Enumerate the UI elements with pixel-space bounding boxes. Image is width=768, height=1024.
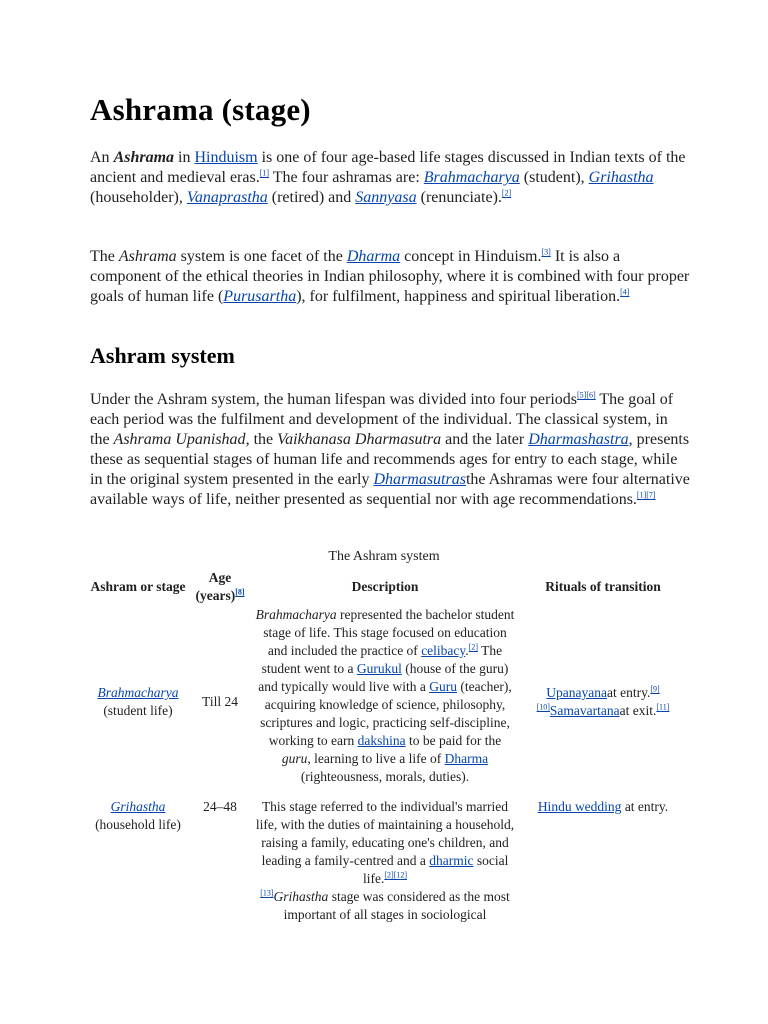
citation-link[interactable]: [4]: [620, 287, 630, 297]
link-dharma[interactable]: Dharma: [346, 248, 401, 265]
cell-age: 24–48: [203, 799, 237, 814]
text-run: at entry.: [607, 685, 651, 700]
link-dakshina[interactable]: dakshina: [357, 733, 406, 748]
text-run: The student went to a: [261, 643, 503, 676]
term-ashrama: Ashrama: [118, 248, 177, 265]
header-rituals: Rituals of transition: [545, 579, 661, 594]
text-run: This stage referred to the individual's married life, with the duties of maintaining a household, raising a family, educating one's children, and leading a family-centred and a: [255, 799, 515, 868]
text-run: (righteousness, morals, duties).: [300, 769, 470, 784]
text-run: is one of four age-based life stages discussed in Indian texts of the ancient and medieval eras.: [90, 149, 686, 186]
link-vanaprastha[interactable]: Vanaprastha: [186, 189, 268, 206]
link-grihastha[interactable]: Grihastha: [110, 799, 166, 814]
text-run: to be paid for the: [405, 733, 502, 748]
link-brahmacharya[interactable]: Brahmacharya: [97, 685, 179, 700]
page-title: Ashrama (stage): [90, 92, 311, 127]
link-purusartha[interactable]: Purusartha: [223, 288, 297, 305]
text-run: , the: [245, 431, 278, 448]
header-age-label: Age (years): [195, 570, 236, 603]
text-run: the Ashramas were four alternative available ways of life, neither presented as sequential nor with age recommendations.: [90, 471, 690, 508]
text-run: social life.: [362, 853, 509, 886]
link-samavartana[interactable]: Samavartana: [549, 703, 620, 718]
cell-description: [250, 606, 520, 798]
text-run: concept in Hinduism.: [400, 248, 542, 265]
stage-note: (student life): [103, 703, 173, 718]
link-sannyasa[interactable]: Sannyasa: [355, 189, 417, 206]
link-celibacy[interactable]: celibacy: [421, 643, 466, 658]
stage-note: (household life): [95, 817, 181, 832]
link-gurukul[interactable]: Gurukul: [356, 661, 402, 676]
link-dharma[interactable]: Dharma: [444, 751, 489, 766]
text-run: in: [174, 149, 195, 166]
section-paragraph: [90, 390, 690, 510]
citation-link[interactable]: [1][7]: [636, 490, 656, 500]
link-upanayana[interactable]: Upanayana: [546, 685, 608, 700]
table-header-row: [86, 568, 686, 606]
link-hindu-wedding[interactable]: Hindu wedding: [537, 799, 622, 814]
text-run: and the later: [441, 431, 529, 448]
text-run: represented the bachelor student stage of life. This stage focused on education and included the practice of: [263, 607, 515, 658]
cell-stage: [86, 606, 190, 798]
text-run: .: [465, 643, 469, 658]
section-heading: Ashram system: [90, 343, 235, 368]
citation-link[interactable]: [5][6]: [577, 390, 596, 400]
text-run: The goal of each period was the fulfilment and development of the individual. The classical system, in the: [90, 391, 674, 448]
term-guru: guru: [281, 751, 308, 766]
header-description: Description: [351, 579, 419, 594]
citation-link[interactable]: [11]: [656, 702, 670, 712]
citation-link[interactable]: [13]: [260, 888, 274, 898]
citation-link[interactable]: [2]: [501, 188, 512, 198]
text-run: , learning to live a life of: [307, 751, 445, 766]
citation-link[interactable]: [1]: [259, 168, 270, 178]
text-run: The four ashramas are:: [269, 169, 424, 186]
link-hinduism[interactable]: Hinduism: [194, 149, 258, 166]
citation-link[interactable]: [2][12]: [384, 870, 408, 880]
citation-link[interactable]: [8]: [235, 587, 245, 597]
link-dharmashastra[interactable]: Dharmashastra: [528, 431, 629, 448]
text-run: (householder),: [90, 189, 187, 206]
citation-link[interactable]: [10]: [536, 702, 550, 712]
term-brahmacharya: Brahmacharya: [255, 607, 337, 622]
text-run: An: [90, 149, 114, 166]
cell-age: Till 24: [202, 694, 238, 709]
text-run: It is also a component of the ethical theories in Indian philosophy, where it is combined with four proper goals of human life (: [90, 248, 690, 305]
table-caption: The Ashram system: [328, 549, 440, 564]
text-run: (renunciate).: [416, 189, 502, 206]
term-grihastha: Grihastha: [273, 889, 329, 904]
text-run: Under the Ashram system, the human lifespan was divided into four periods: [90, 391, 578, 408]
table-row: [86, 606, 686, 798]
link-guru[interactable]: Guru: [429, 679, 457, 694]
term-ashrama: Ashrama: [113, 149, 175, 166]
header-age: [190, 568, 250, 606]
cell-rituals: [520, 798, 686, 938]
text-run: (student),: [519, 169, 589, 186]
text-run: The: [90, 248, 119, 265]
ashram-table: [86, 568, 686, 938]
term-vaikhanasa-dharmasutra: Vaikhanasa Dharmasutra: [277, 431, 442, 448]
table-row: [86, 798, 686, 938]
text-run: (house of the guru) and typically would live with a: [258, 661, 509, 694]
link-dharmic[interactable]: dharmic: [429, 853, 474, 868]
citation-link[interactable]: [2]: [468, 642, 478, 652]
header-stage: Ashram or stage: [90, 579, 186, 594]
citation-link[interactable]: [9]: [650, 684, 660, 694]
cell-stage: [86, 798, 190, 938]
text-run: ), for fulfilment, happiness and spiritual liberation.: [296, 288, 621, 305]
intro-paragraph-1: [90, 148, 690, 208]
cell-rituals: [520, 606, 686, 798]
text-run: system is one facet of the: [176, 248, 347, 265]
text-run: at exit.: [619, 703, 657, 718]
link-brahmacharya[interactable]: Brahmacharya: [423, 169, 520, 186]
link-dharmasutras[interactable]: Dharmasutras: [373, 471, 466, 488]
intro-paragraph-2: [90, 247, 690, 307]
text-run: (teacher), acquiring knowledge of science, philosophy, scriptures and logic, practicing self-discipline, working to earn: [260, 679, 512, 748]
term-ashrama-upanishad: Ashrama Upanishad: [113, 431, 246, 448]
text-run: , presents these as sequential stages of human life and recommends ages for entry to each stage, while in the original system presented in the early: [90, 431, 690, 488]
cell-description: [250, 798, 520, 938]
link-grihastha[interactable]: Grihastha: [588, 169, 654, 186]
text-run: stage was considered as the most important of all stages in sociological: [283, 889, 510, 922]
text-run: (retired) and: [267, 189, 356, 206]
text-run: at entry.: [621, 799, 669, 814]
citation-link[interactable]: [3]: [541, 247, 551, 257]
